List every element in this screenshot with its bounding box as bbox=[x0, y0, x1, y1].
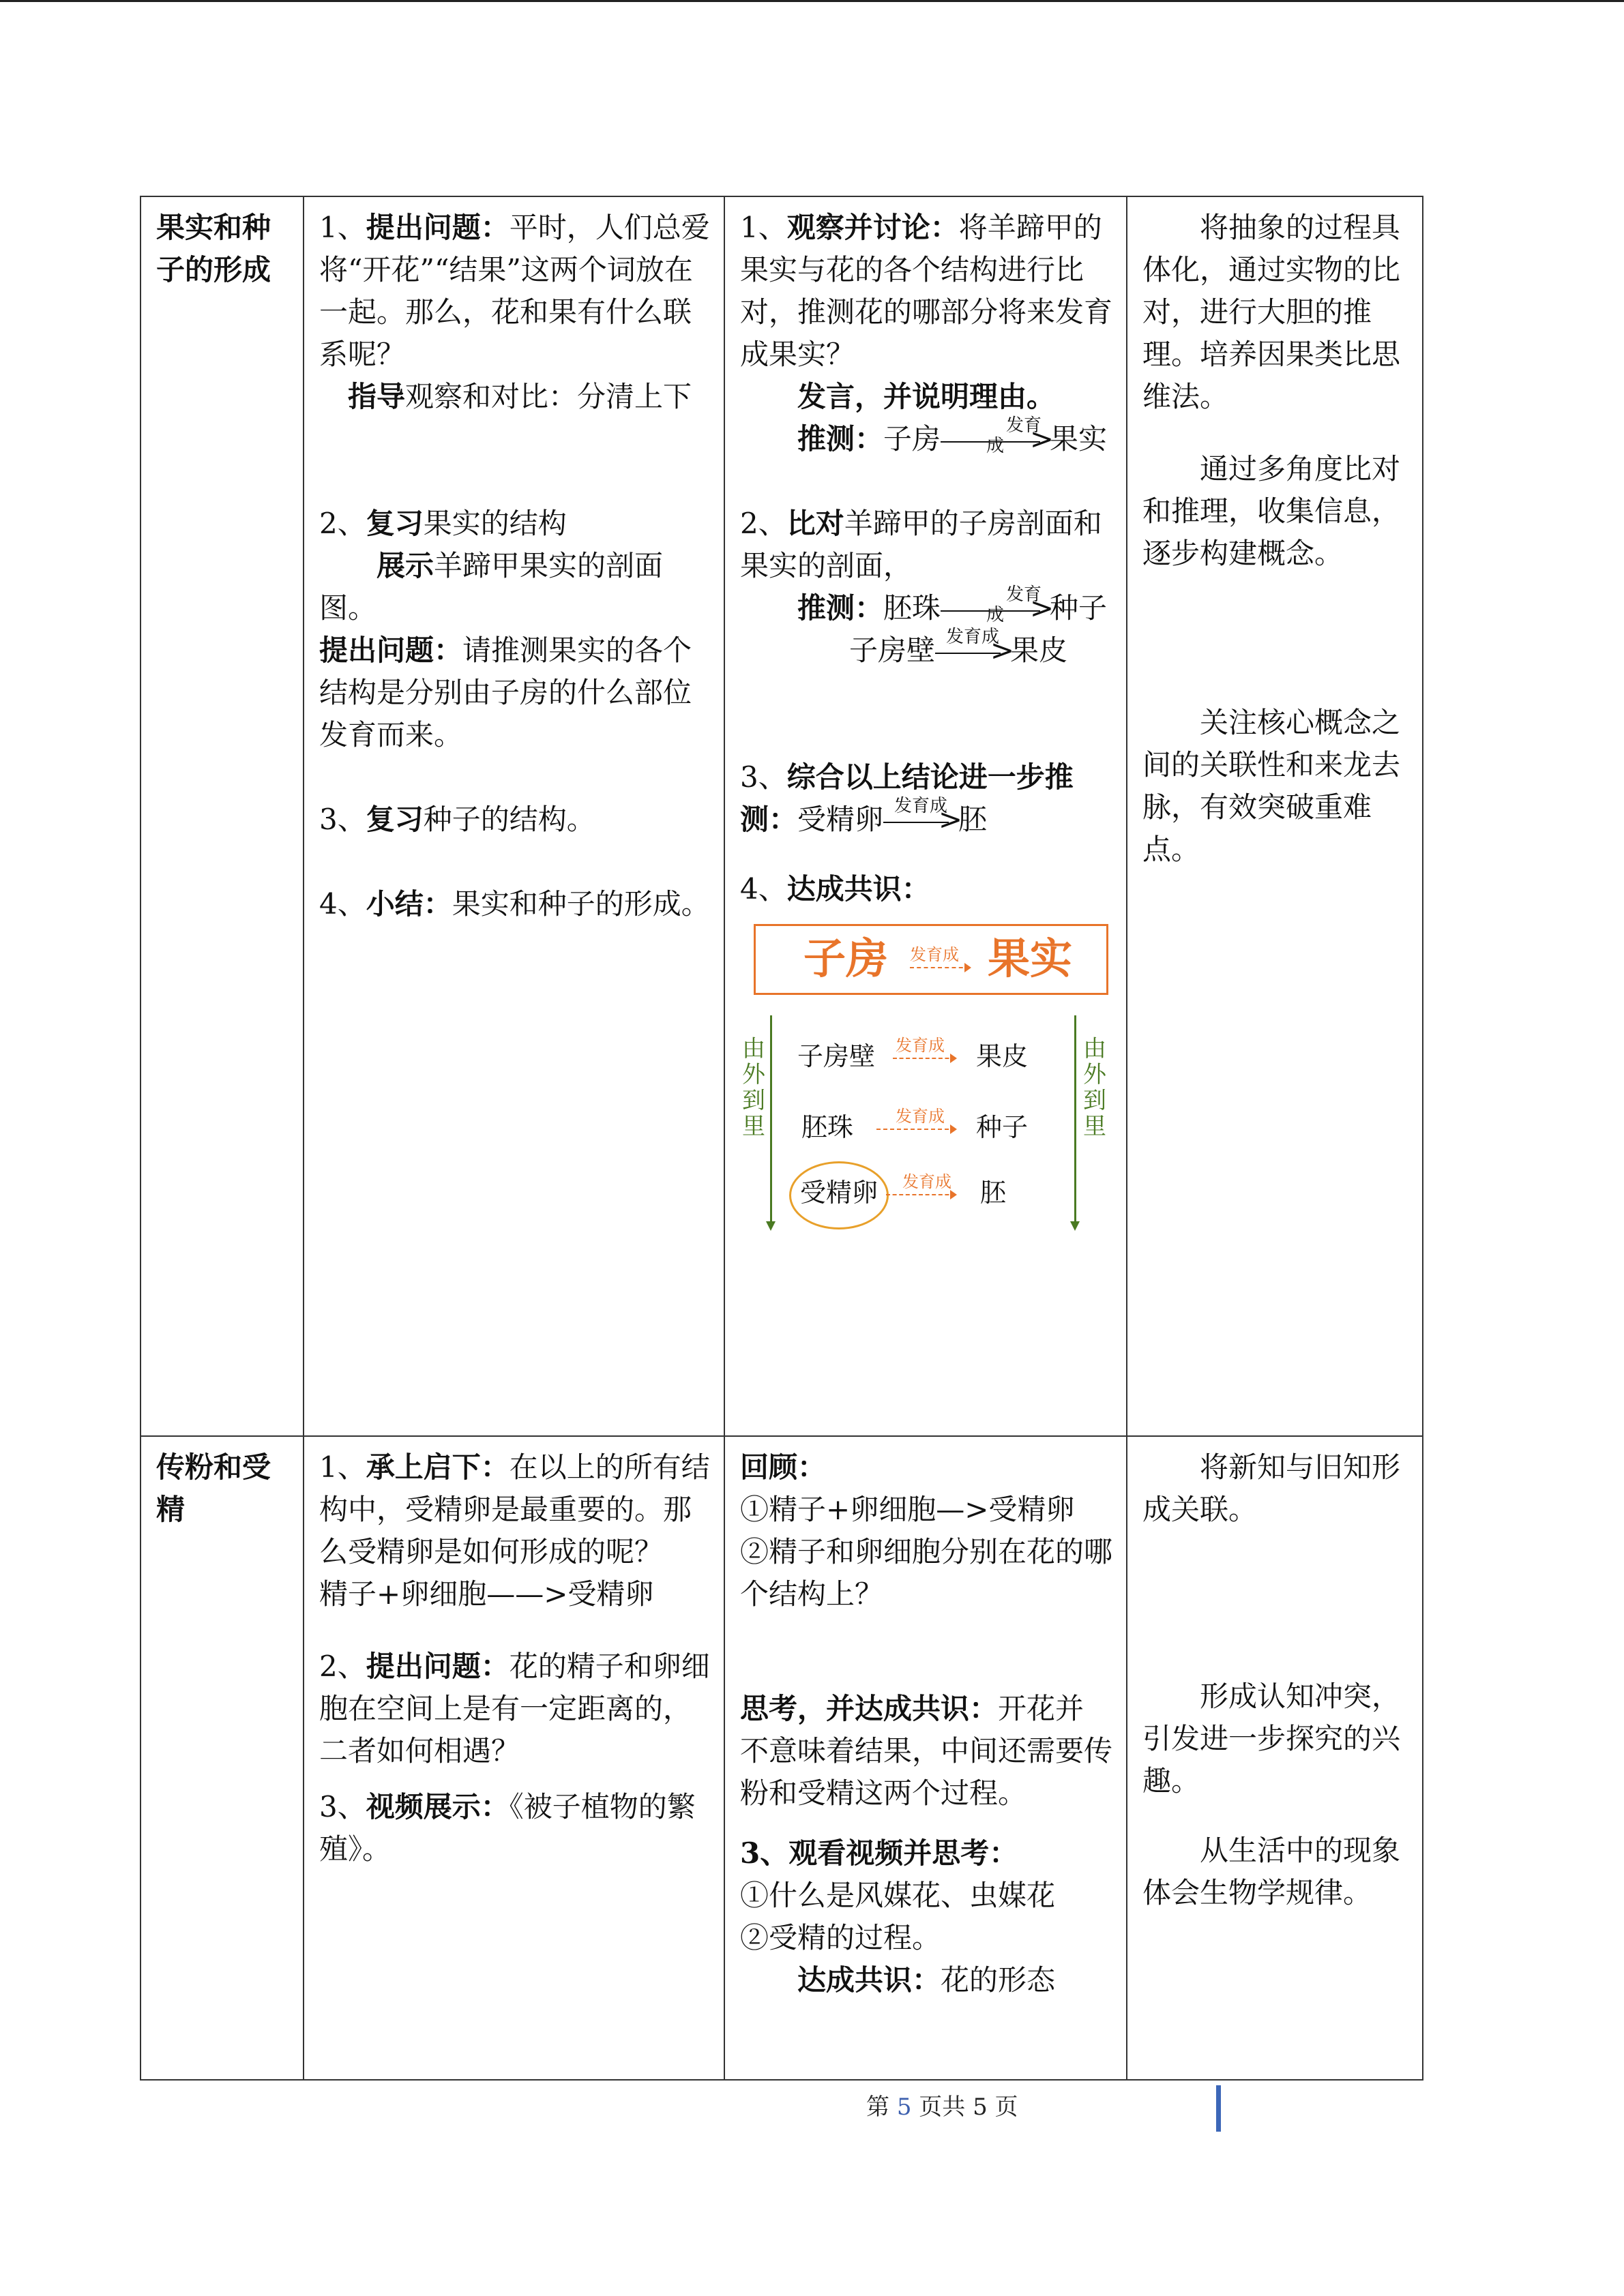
inference-line bbox=[740, 629, 1112, 672]
topic-title: 传粉和受精 bbox=[156, 1450, 271, 1526]
paragraph bbox=[740, 868, 1112, 910]
bold-label: 推测： bbox=[797, 591, 884, 625]
teacher-activity-cell bbox=[304, 1436, 724, 2080]
paragraph-text: 花的精子和卵细胞在空间上是有一定距离的，二者如何相遇？ bbox=[319, 1650, 710, 1768]
bold-label: 达成共识： bbox=[786, 872, 930, 906]
item-number: 3、 bbox=[740, 760, 787, 794]
paragraph bbox=[740, 503, 1112, 587]
ovary-fruit-box bbox=[754, 924, 1108, 995]
diagram-row-from: 胚珠 bbox=[801, 1112, 854, 1142]
arrow-head: > bbox=[1029, 591, 1054, 625]
dashed-arrow bbox=[910, 967, 970, 968]
item-number: 4、 bbox=[740, 872, 787, 906]
student-activity-cell bbox=[724, 1436, 1127, 2080]
paragraph bbox=[319, 883, 710, 925]
paragraph-text: 果实的结构 bbox=[423, 507, 567, 540]
item-number: 1、 bbox=[740, 211, 787, 244]
paragraph bbox=[319, 799, 710, 841]
side-text-left: 由外到里 bbox=[742, 1035, 765, 1140]
topic-title: 果实和种子的形成 bbox=[156, 211, 271, 286]
diagram-arrow-label: 发育成 bbox=[910, 945, 959, 964]
bold-label: 小结： bbox=[366, 887, 452, 921]
diagram-row-from: 受精卵 bbox=[800, 1178, 879, 1208]
item-number: 3、 bbox=[319, 803, 366, 836]
arrow-label: 发育成 bbox=[986, 415, 1042, 456]
paragraph-text: 种子的结构。 bbox=[423, 803, 595, 836]
footer-text: 第 bbox=[866, 2093, 897, 2121]
inference-from: 受精卵 bbox=[797, 803, 884, 836]
side-text-right: 由外到里 bbox=[1083, 1035, 1106, 1140]
arrow-head: > bbox=[990, 633, 1015, 667]
paragraph bbox=[319, 629, 710, 756]
bold-label: 提出问题： bbox=[319, 633, 463, 667]
bold-label: 提出问题： bbox=[366, 211, 510, 244]
bold-label: 比对 bbox=[786, 507, 844, 540]
arrow-head: > bbox=[1029, 422, 1054, 456]
table-row bbox=[141, 1436, 1423, 2080]
paragraph-text: 《被子植物的繁殖》。 bbox=[319, 1790, 696, 1866]
page-footer bbox=[866, 2093, 1018, 2121]
bold-label: 观察并讨论： bbox=[786, 211, 959, 244]
arrow-head: > bbox=[938, 803, 963, 836]
paragraph bbox=[319, 376, 710, 418]
bold-label: 复习 bbox=[366, 803, 424, 836]
bold-label: 综合以上结论进一步推测： bbox=[740, 760, 1074, 836]
paragraph-text: 观察和对比：分清上下 bbox=[405, 380, 692, 413]
inference-to: 胚 bbox=[958, 803, 988, 836]
dashed-arrow bbox=[893, 1058, 956, 1059]
paragraph: 将新知与旧知形成关联。 bbox=[1142, 1450, 1401, 1526]
inference-line bbox=[740, 415, 1112, 460]
paragraph-text: 果实和种子的形成。 bbox=[452, 887, 710, 921]
paragraph bbox=[319, 503, 710, 545]
inference-from: 子房 bbox=[883, 422, 941, 456]
text-cursor-marker bbox=[1216, 2085, 1221, 2132]
left-green-arrow bbox=[770, 1015, 772, 1228]
footer-text: 页共 bbox=[911, 2093, 973, 2121]
student-activity-cell bbox=[724, 196, 1127, 1436]
paragraph: 从生活中的现象体会生物学规律。 bbox=[1142, 1834, 1401, 1909]
arrow-label: 发育成 bbox=[894, 796, 948, 816]
paragraph: 精子+卵细胞——>受精卵 bbox=[319, 1577, 654, 1611]
bold-label: 指导 bbox=[348, 380, 406, 413]
paragraph: 形成认知冲突，引发进一步探究的兴趣。 bbox=[1142, 1680, 1401, 1798]
inference-from: 子房壁 bbox=[849, 633, 936, 667]
bold-label: 发言，并说明理由。 bbox=[797, 380, 1056, 413]
diagram-arrow-label: 发育成 bbox=[896, 1107, 945, 1126]
paragraph: 通过多角度比对和推理，收集信息，逐步构建概念。 bbox=[1142, 452, 1401, 570]
concept-diagram bbox=[740, 924, 1108, 1238]
paragraph-text: 将羊蹄甲的果实与花的各个结构进行比对，推测花的哪部分将来发育成果实？ bbox=[740, 211, 1113, 371]
item-number: 1、 bbox=[319, 211, 366, 244]
bold-label: 推测： bbox=[797, 422, 884, 456]
topic-cell bbox=[141, 1436, 304, 2080]
paragraph bbox=[740, 1959, 1112, 2001]
paragraph-text: 请推测果实的各个结构是分别由子房的什么部位发育而来。 bbox=[319, 633, 692, 751]
paragraph bbox=[740, 207, 1112, 376]
teacher-activity-cell bbox=[304, 196, 724, 1436]
inference-line bbox=[740, 584, 1112, 629]
bold-label: 展示 bbox=[377, 549, 434, 582]
paragraph-text: 羊蹄甲果实的剖面图。 bbox=[319, 549, 664, 625]
design-intent-cell bbox=[1127, 196, 1423, 1436]
inference-to: 果实 bbox=[1050, 422, 1108, 456]
paragraph: ①什么是风媒花、虫媒花 bbox=[740, 1879, 1056, 1912]
develops-into-arrow bbox=[883, 796, 963, 841]
bold-label: 思考，并达成共识： bbox=[740, 1692, 999, 1725]
paragraph-text: 花的形态 bbox=[941, 1963, 1056, 1997]
table-row bbox=[141, 196, 1423, 1436]
paragraph bbox=[740, 1446, 1112, 1489]
develops-into-arrow bbox=[941, 584, 1054, 629]
paragraph-text: 开花并不意味着结果，中间还需要传粉和受精这两个过程。 bbox=[740, 1692, 1113, 1810]
paragraph bbox=[740, 756, 1112, 841]
diagram-arrow-label: 发育成 bbox=[896, 1036, 945, 1055]
bold-label: 回顾： bbox=[740, 1450, 827, 1484]
paragraph: 将抽象的过程具体化，通过实物的比对，进行大胆的推理。培养因果类比思维法。 bbox=[1142, 211, 1401, 413]
dashed-arrow bbox=[876, 1129, 956, 1130]
item-number: 2、 bbox=[319, 1650, 366, 1683]
lesson-plan-table bbox=[140, 196, 1423, 2081]
footer-text: 页 bbox=[987, 2093, 1018, 2121]
topic-cell bbox=[141, 196, 304, 1436]
paragraph bbox=[319, 1786, 710, 1870]
paragraph-text: 羊蹄甲的子房剖面和果实的剖面， bbox=[740, 507, 1102, 582]
paragraph bbox=[319, 1645, 710, 1772]
inference-to: 果皮 bbox=[1010, 633, 1068, 667]
right-green-arrow bbox=[1074, 1015, 1076, 1228]
inference-from: 胚珠 bbox=[883, 591, 941, 625]
develops-into-arrow bbox=[941, 415, 1054, 460]
bold-label: 承上启下： bbox=[366, 1450, 510, 1484]
diagram-row-from: 子房壁 bbox=[797, 1041, 876, 1071]
diagram-arrow-label: 发育成 bbox=[902, 1172, 951, 1191]
paragraph bbox=[319, 1446, 710, 1573]
paragraph bbox=[319, 545, 710, 629]
item-number: 2、 bbox=[740, 507, 787, 540]
paragraph: ①精子+卵细胞—>受精卵 bbox=[740, 1493, 1075, 1526]
bold-label: 视频展示： bbox=[366, 1790, 510, 1823]
diagram-top-left: 子房 bbox=[803, 934, 889, 983]
bold-label: 提出问题： bbox=[366, 1650, 510, 1683]
page-top-border bbox=[0, 0, 1624, 2]
bold-label: 达成共识： bbox=[797, 1963, 941, 1997]
paragraph: ②精子和卵细胞分别在花的哪个结构上？ bbox=[740, 1535, 1113, 1611]
diagram-row-to: 胚 bbox=[980, 1178, 1007, 1208]
inference-to: 种子 bbox=[1050, 591, 1108, 625]
paragraph: ②受精的过程。 bbox=[740, 1921, 941, 1954]
paragraph bbox=[740, 376, 1112, 418]
item-number: 2、 bbox=[319, 507, 366, 540]
paragraph bbox=[740, 1688, 1112, 1815]
arrow-label: 发育成 bbox=[986, 584, 1042, 625]
bold-label: 复习 bbox=[366, 507, 424, 540]
diagram-top-right: 果实 bbox=[988, 934, 1073, 983]
item-number: 4、 bbox=[319, 887, 366, 921]
dashed-arrow bbox=[886, 1194, 956, 1195]
arrow-label: 发育成 bbox=[946, 627, 1000, 647]
bold-label: 3、观看视频并思考： bbox=[740, 1836, 1018, 1870]
paragraph: 关注核心概念之间的关联性和来龙去脉，有效突破重难点。 bbox=[1142, 706, 1401, 866]
total-page-number: 5 bbox=[973, 2093, 988, 2121]
paragraph-text: 在以上的所有结构中，受精卵是最重要的。那么受精卵是如何形成的呢？ bbox=[319, 1450, 710, 1568]
item-number: 1、 bbox=[319, 1450, 366, 1484]
diagram-row-to: 果皮 bbox=[976, 1041, 1029, 1071]
diagram-row-to: 种子 bbox=[976, 1112, 1029, 1142]
current-page-number: 5 bbox=[896, 2093, 912, 2121]
item-number: 3、 bbox=[319, 1790, 366, 1823]
design-intent-cell bbox=[1127, 1436, 1423, 2080]
develops-into-arrow bbox=[935, 627, 1015, 672]
paragraph-text: 平时，人们总爱将“开花”“结果”这两个词放在一起。那么，花和果有什么联系呢？ bbox=[319, 211, 710, 371]
paragraph bbox=[319, 207, 710, 376]
paragraph bbox=[740, 1832, 1112, 1875]
